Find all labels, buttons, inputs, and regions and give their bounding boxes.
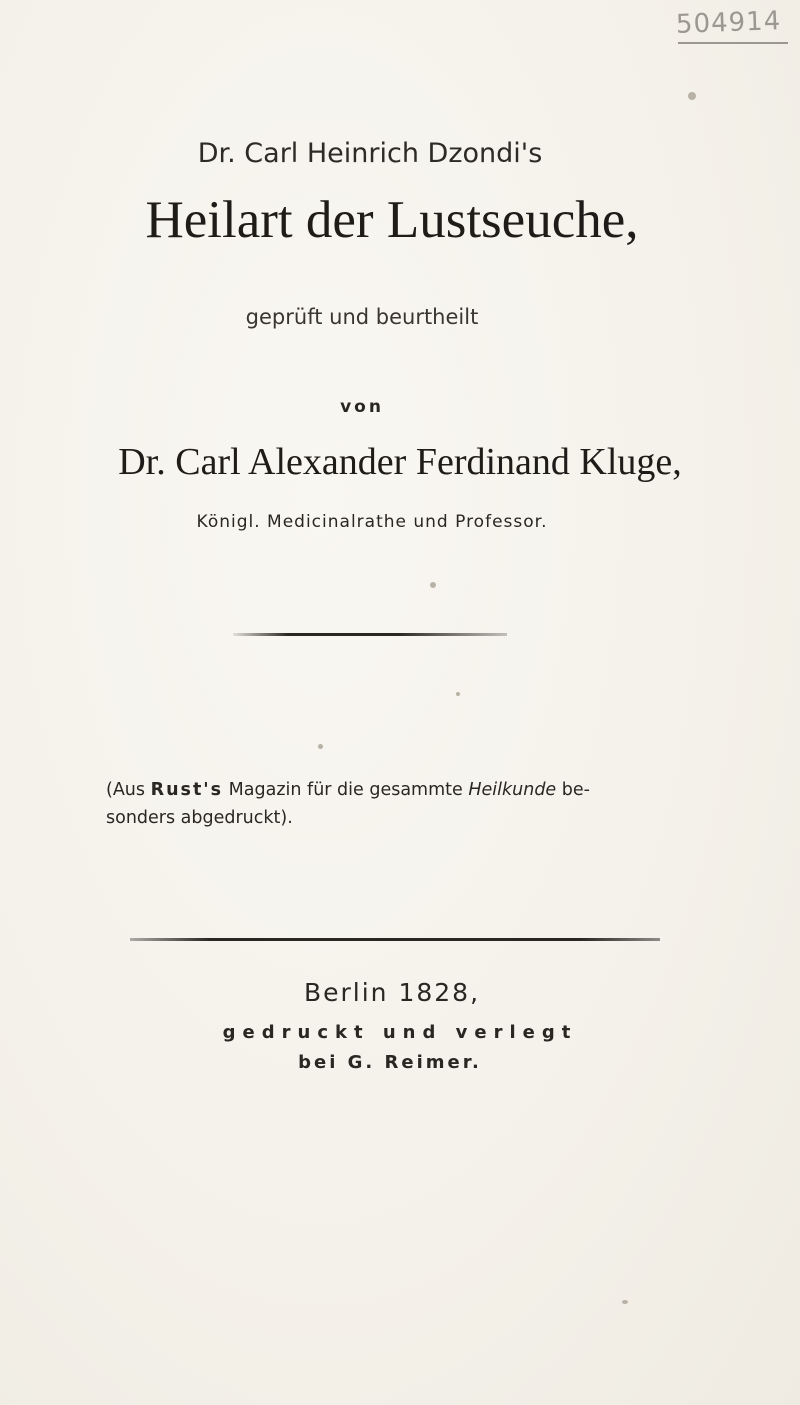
paper-speck — [456, 692, 460, 696]
by-word: von — [340, 397, 384, 417]
shelfmark-underline — [678, 42, 788, 44]
library-shelfmark: 504914 — [675, 6, 782, 40]
note-rest: Magazin für die gesammte — [228, 780, 463, 800]
note-line1-end: be- — [561, 780, 590, 800]
imprint-publisher: bei G. Reimer. — [298, 1052, 482, 1073]
note-journal: Heilkunde — [468, 780, 557, 800]
ornamental-rule-long — [130, 938, 660, 941]
publication-note-line-2: sonders abgedruckt). — [106, 808, 293, 828]
author-line: Dr. Carl Heinrich Dzondi's — [197, 138, 543, 169]
ornamental-rule-short — [233, 633, 507, 636]
paper-speck — [318, 744, 323, 749]
examiner-name: Dr. Carl Alexander Ferdinand Kluge, — [118, 441, 682, 483]
note-name: Rust's — [150, 780, 224, 800]
paper-speck — [622, 1300, 628, 1304]
imprint-printed: gedruckt und verlegt — [222, 1022, 578, 1043]
examiner-title: Königl. Medicinalrathe und Professor. — [196, 512, 548, 532]
publication-note-line-1 — [106, 780, 590, 800]
book-title: Heilart der Lustseuche, — [145, 191, 639, 249]
imprint-city-year: Berlin 1828, — [303, 978, 481, 1007]
paper-speck — [688, 92, 696, 100]
note-prefix: (Aus — [106, 780, 146, 800]
book-subtitle: geprüft und beurtheilt — [245, 305, 479, 329]
paper-speck — [430, 582, 436, 588]
